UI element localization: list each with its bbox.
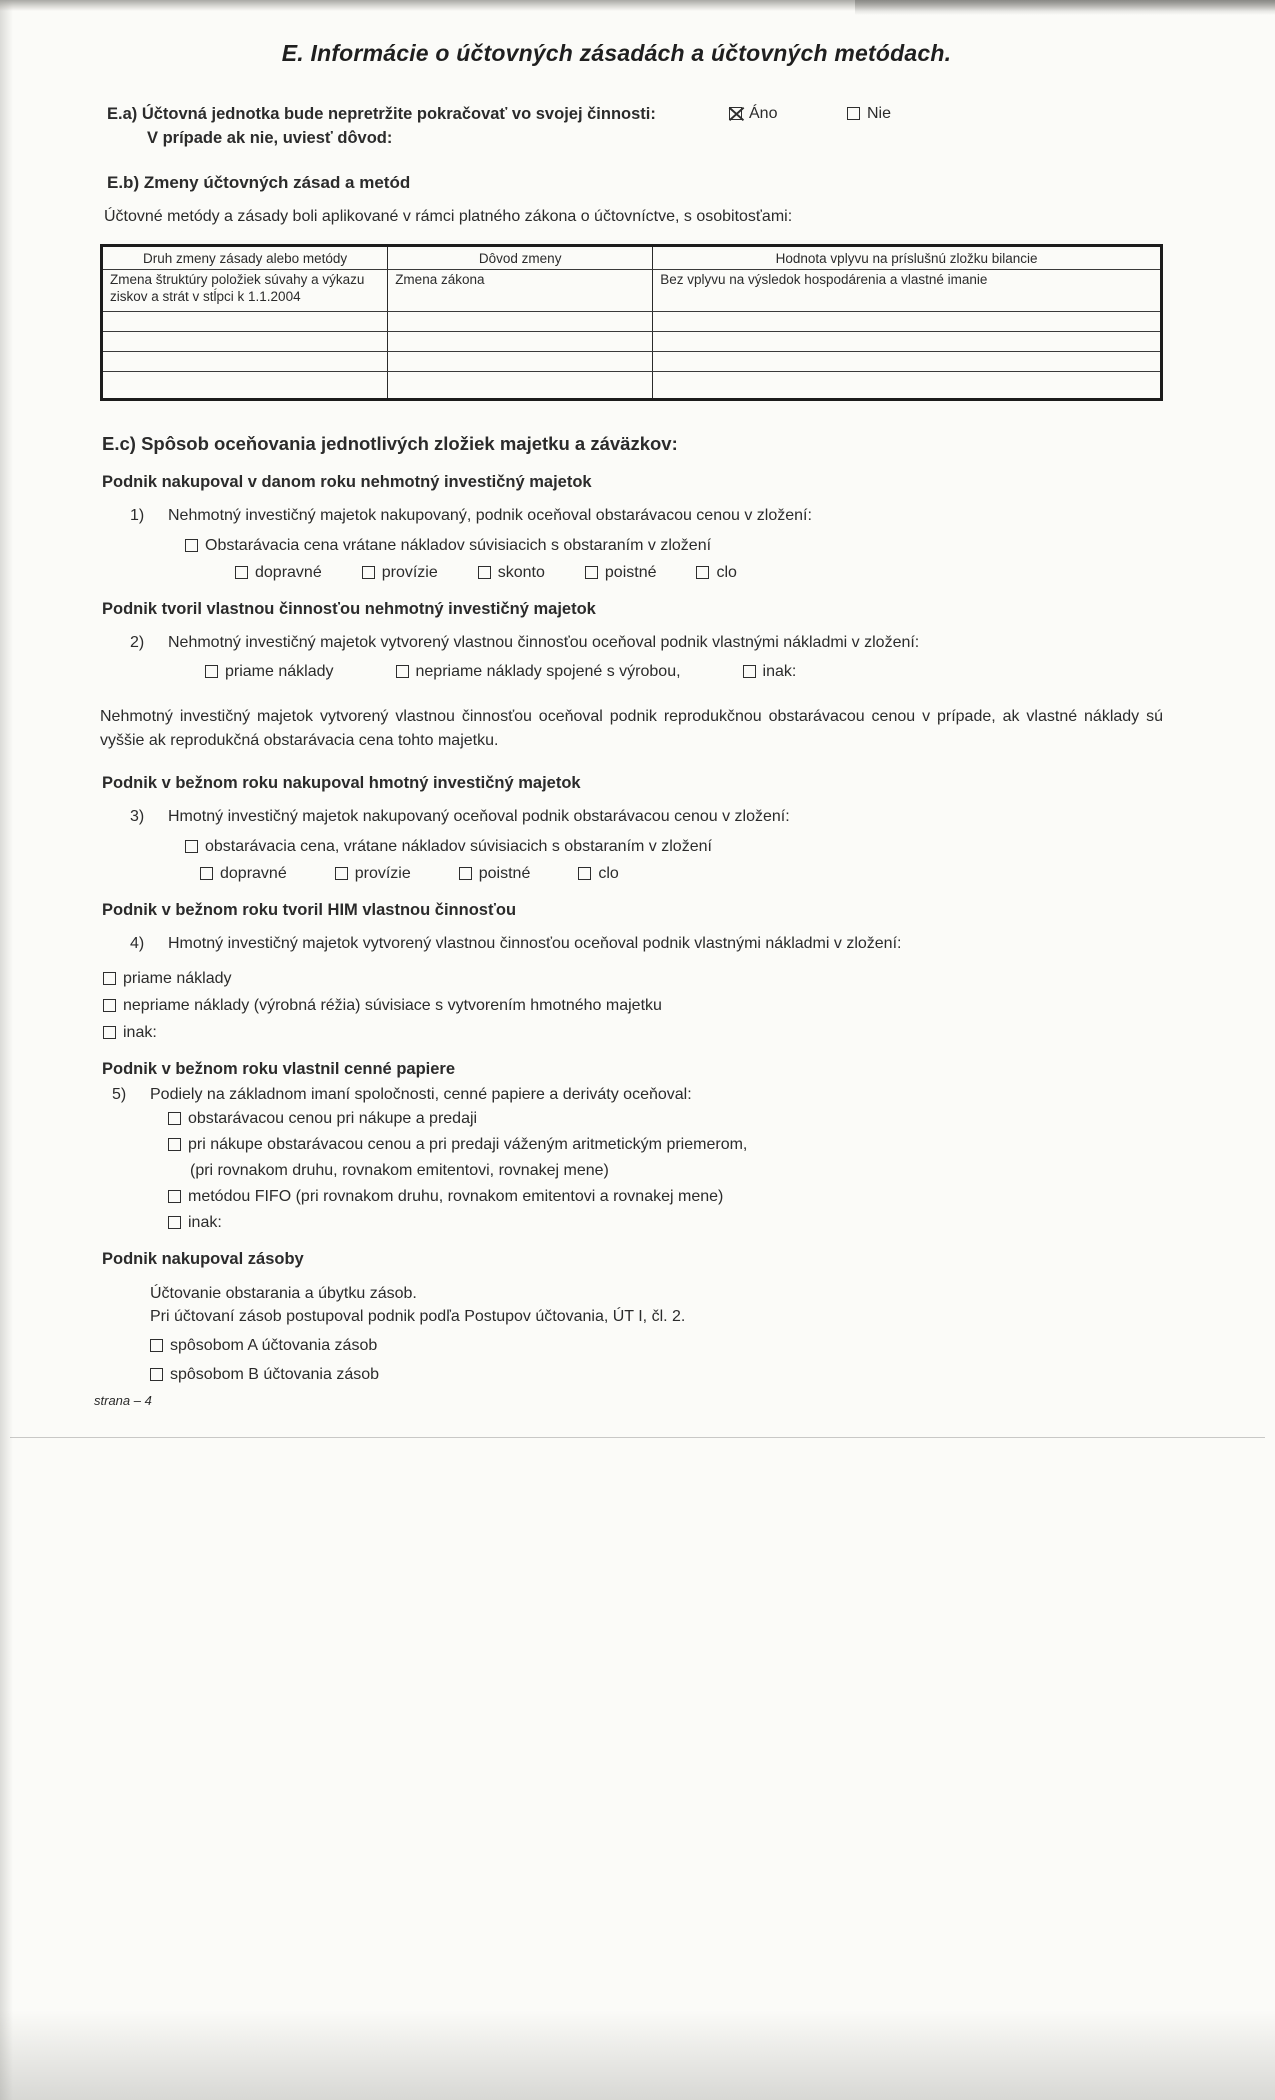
table-row-empty — [102, 331, 1162, 351]
empty-cell — [388, 311, 653, 331]
checkbox-label: skonto — [497, 563, 545, 581]
changes-table-header — [102, 245, 1162, 269]
table-row-empty — [102, 311, 1162, 331]
checkbox-obstaravacia-cena-him[interactable] — [185, 838, 712, 855]
checkbox-inak[interactable] — [103, 1024, 1163, 1042]
cell-hodnota-vplyvu: Bez vplyvu na výsledok hospodárenia a vlastné imanie — [653, 269, 1162, 311]
checkbox-vazeny-priemer[interactable] — [168, 1136, 1163, 1154]
checkbox-poistne[interactable] — [459, 865, 531, 883]
checkbox-obstaravacou-cenou[interactable] — [168, 1110, 1163, 1128]
column-header-hodnota-vplyvu: Hodnota vplyvu na príslušnú zložku bilancie — [653, 245, 1162, 269]
empty-cell — [388, 331, 653, 351]
scan-artifact-bottom — [0, 2010, 1275, 2100]
checkbox-priame-naklady[interactable] — [205, 663, 334, 681]
checkbox-label: dopravné — [255, 563, 322, 581]
checkbox-label: inak: — [188, 1214, 222, 1232]
checkbox-icon — [335, 867, 348, 880]
checkbox-label: obstarávacia cena, vrátane nákladov súvisiacich s obstaraním v zložení — [205, 837, 712, 855]
changes-table — [100, 244, 1163, 401]
checkbox-icon — [150, 1368, 163, 1381]
item4-checkboxes — [103, 970, 1163, 1042]
checkbox-inak[interactable] — [743, 663, 797, 681]
checkbox-label: clo — [716, 563, 737, 581]
item-text: Nehmotný investičný majetok nakupovaný, podnik oceňoval obstarávacou cenou v zložení: — [168, 506, 812, 524]
checkbox-icon — [103, 999, 116, 1012]
checkbox-icon — [168, 1216, 181, 1229]
checkbox-obstaravacia-cena[interactable] — [185, 537, 711, 554]
item-number: 1) — [130, 506, 145, 524]
empty-cell — [102, 351, 388, 371]
checkbox-label: nepriame náklady (výrobná réžia) súvisiace s vytvorením hmotného majetku — [123, 997, 662, 1015]
item2-checkboxes — [205, 663, 1163, 681]
item-number: 4) — [130, 934, 145, 952]
checkbox-icon — [168, 1112, 181, 1125]
checkbox-vazeny-priemer-continuation: (pri rovnakom druhu, rovnakom emitentovi, rovnakej mene) — [190, 1162, 609, 1180]
empty-cell — [388, 351, 653, 371]
item-text: Nehmotný investičný majetok vytvorený vlastnou činnosťou oceňoval podnik vlastnými nákladmi v zložení: — [168, 633, 920, 651]
checkbox-icon — [103, 1026, 116, 1039]
section-ea — [107, 103, 1163, 153]
item-2 — [130, 633, 1163, 654]
table-row — [102, 269, 1162, 311]
checkbox-label: nepriame náklady spojené s výrobou, — [415, 663, 681, 681]
checkbox-icon — [205, 665, 218, 678]
checkbox-icon — [478, 566, 491, 579]
checkbox-nepriame-naklady-rezia[interactable] — [103, 997, 1163, 1015]
empty-cell — [653, 331, 1162, 351]
checkbox-icon — [103, 972, 116, 985]
checkbox-nepriame-naklady[interactable] — [396, 663, 681, 681]
checkbox-checked-icon — [729, 107, 742, 120]
zasoby-section — [150, 1283, 1163, 1387]
checkbox-label: obstarávacou cenou pri nákupe a predaji — [188, 1110, 478, 1128]
checkbox-icon — [847, 107, 860, 120]
zasoby-line2: Pri účtovaní zásob postupoval podnik podľa Postupov účtovania, ÚT I, čl. 2. — [150, 1307, 686, 1325]
subheading-cenne-papiere: Podnik v bežnom roku vlastnil cenné papiere — [102, 1060, 456, 1079]
section-ec-heading: E.c) Spôsob oceňovania jednotlivých zložiek majetku a záväzkov: — [102, 432, 678, 454]
checkbox-icon — [200, 867, 213, 880]
item-5 — [112, 1085, 1163, 1106]
checkbox-sposob-b[interactable] — [150, 1364, 1163, 1386]
checkbox-inak[interactable] — [168, 1214, 1163, 1232]
section-eb-intro: Účtovné metódy a zásady boli aplikované v rámci platného zákona o účtovníctve, s osobitosťami: — [104, 208, 793, 225]
cell-druh-zmeny: Zmena štruktúry položiek súvahy a výkazu ziskov a strát v stĺpci k 1.1.2004 — [102, 269, 388, 311]
checkbox-label: clo — [598, 864, 619, 882]
empty-cell — [653, 311, 1162, 331]
checkbox-label: inak: — [762, 663, 797, 681]
empty-cell — [653, 371, 1162, 399]
column-header-dovod-zmeny: Dôvod zmeny — [388, 245, 653, 269]
empty-cell — [388, 371, 653, 399]
subheading-nakup-nehmotny: Podnik nakupoval v danom roku nehmotný investičný majetok — [102, 472, 592, 491]
item-number: 2) — [130, 633, 145, 651]
section-eb-heading: E.b) Zmeny účtovných zásad a metód — [107, 173, 411, 192]
subheading-zasoby: Podnik nakupoval zásoby — [102, 1250, 304, 1269]
checkbox-icon — [396, 665, 409, 678]
checkbox-icon — [168, 1138, 181, 1151]
checkbox-dopravne[interactable] — [200, 865, 287, 883]
cell-dovod-zmeny: Zmena zákona — [388, 269, 653, 311]
item-text: Hmotný investičný majetok nakupovaný oceňoval podnik obstarávacou cenou v zložení: — [168, 807, 790, 825]
checkbox-icon — [150, 1339, 163, 1352]
checkbox-icon — [185, 840, 198, 853]
empty-cell — [102, 331, 388, 351]
checkbox-label: provízie — [381, 563, 438, 581]
subheading-tvoril-him: Podnik v bežnom roku tvoril HIM vlastnou činnosťou — [102, 900, 517, 919]
checkbox-sposob-a[interactable] — [150, 1335, 1163, 1357]
item-number: 3) — [130, 807, 145, 825]
page-number: strana – 4 — [94, 1392, 152, 1408]
subheading-nakup-hmotny: Podnik v bežnom roku nakupoval hmotný investičný majetok — [102, 773, 581, 792]
checkbox-label: poistné — [604, 563, 657, 581]
checkbox-icon — [578, 867, 591, 880]
empty-cell — [102, 311, 388, 331]
checkbox-label: metódou FIFO (pri rovnakom druhu, rovnakom emitentovi a rovnakej mene) — [188, 1188, 724, 1206]
ea-heading-line1: E.a) Účtovná jednotka bude nepretržite pokračovať vo svojej činnosti: — [107, 105, 656, 123]
checkbox-clo[interactable] — [578, 865, 618, 883]
empty-cell — [653, 351, 1162, 371]
checkbox-provizie[interactable] — [335, 865, 411, 883]
checkbox-label: provízie — [354, 864, 411, 882]
checkbox-metoda-fifo[interactable] — [168, 1188, 1163, 1206]
table-row-empty — [102, 351, 1162, 371]
item5-checkboxes — [168, 1110, 1163, 1232]
checkbox-label: priame náklady — [123, 970, 232, 988]
checkbox-ano[interactable] — [729, 105, 777, 123]
item3-main-checkbox-line — [185, 838, 1163, 856]
item-number: 5) — [112, 1086, 127, 1104]
checkbox-label: pri nákupe obstarávacou cenou a pri predaji váženým aritmetickým priemerom, — [188, 1136, 748, 1154]
checkbox-icon — [696, 566, 709, 579]
checkbox-icon — [743, 665, 756, 678]
checkbox-ano-label: Áno — [749, 105, 778, 122]
item-4 — [130, 934, 1163, 955]
item3-sub-checkboxes — [200, 865, 1163, 883]
checkbox-icon — [362, 566, 375, 579]
column-header-druh-zmeny: Druh zmeny zásady alebo metódy — [102, 245, 388, 269]
item-text: Hmotný investičný majetok vytvorený vlastnou činnosťou oceňoval podnik vlastnými nákladmi v zložení: — [168, 934, 902, 952]
scan-artifact-fold-line — [10, 1437, 1265, 1438]
ea-heading-line2: V prípade ak nie, uviesť dôvod: — [147, 128, 393, 147]
item-1 — [130, 506, 1163, 527]
checkbox-icon — [185, 539, 198, 552]
checkbox-label: spôsobom B účtovania zásob — [170, 1366, 380, 1384]
empty-cell — [102, 371, 388, 399]
reproduction-cost-note: Nehmotný investičný majetok vytvorený vlastnou činnosťou oceňoval podnik reprodukčnou obstarávacou cenou v prípade, ak vlastné náklady sú vyššie ak reprodukčná obstarávacia cena tohto majetku. — [100, 708, 1163, 749]
section-ea-heading — [107, 103, 707, 151]
checkbox-icon — [235, 566, 248, 579]
checkbox-nie[interactable] — [847, 105, 891, 123]
checkbox-skonto[interactable] — [478, 564, 545, 582]
table-row-empty — [102, 371, 1162, 399]
item1-sub-checkboxes — [235, 564, 1163, 582]
checkbox-priame-naklady[interactable] — [103, 970, 1163, 988]
checkbox-dopravne[interactable] — [235, 564, 322, 582]
checkbox-label: dopravné — [220, 864, 287, 882]
checkbox-icon — [585, 566, 598, 579]
checkbox-label: spôsobom A účtovania zásob — [170, 1336, 378, 1354]
checkbox-clo[interactable] — [696, 564, 736, 582]
checkbox-provizie[interactable] — [362, 564, 438, 582]
zasoby-line1: Účtovanie obstarania a úbytku zásob. — [150, 1285, 417, 1303]
checkbox-nie-label: Nie — [867, 105, 892, 122]
checkbox-icon — [459, 867, 472, 880]
checkbox-label: Obstarávacia cena vrátane nákladov súvisiacich s obstaraním v zložení — [205, 536, 712, 554]
subheading-tvoril-nehmotny: Podnik tvoril vlastnou činnosťou nehmotný investičný majetok — [102, 599, 596, 618]
page-title: E. Informácie o účtovných zásadách a účtovných metódach. — [281, 40, 952, 66]
checkbox-label: poistné — [478, 864, 531, 882]
item1-main-checkbox-line — [185, 537, 1163, 555]
item-3 — [130, 807, 1163, 828]
checkbox-label: inak: — [123, 1024, 157, 1042]
checkbox-icon — [168, 1190, 181, 1203]
item-text: Podiely na základnom imaní spoločnosti, cenné papiere a deriváty oceňoval: — [150, 1086, 692, 1104]
checkbox-label: priame náklady — [225, 663, 334, 681]
checkbox-poistne[interactable] — [585, 564, 657, 582]
